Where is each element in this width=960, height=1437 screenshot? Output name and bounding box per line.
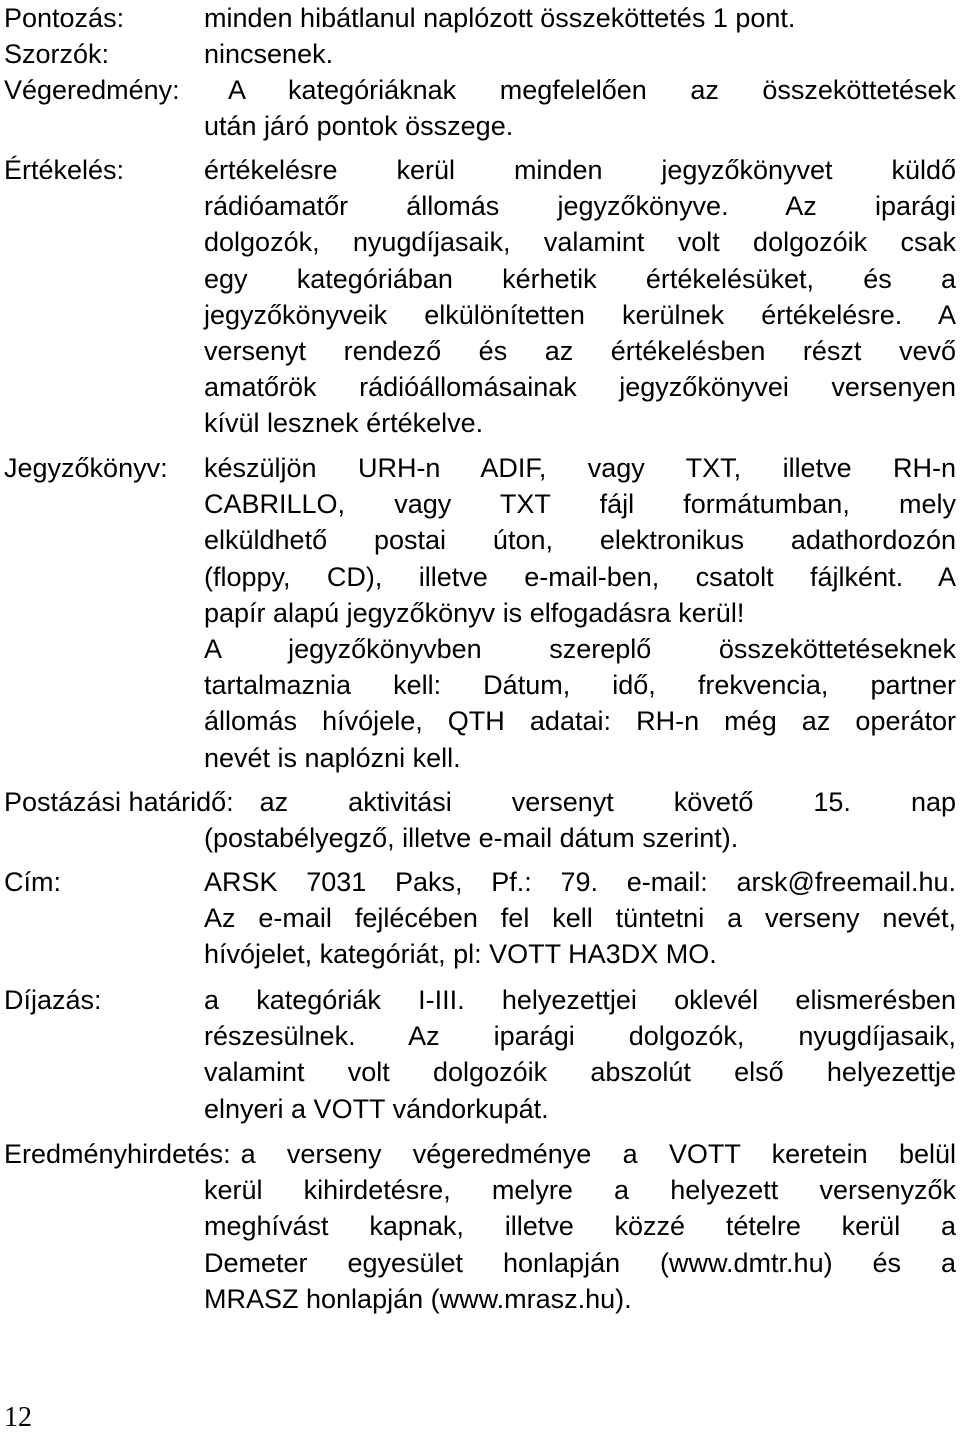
entry-line: Az e-mail fejlécében fel kell tüntetni a verseny nevét,	[204, 903, 956, 934]
entry-body	[204, 820, 956, 856]
entry-first-line	[4, 1136, 956, 1172]
entry-line: tartalmaznia kell: Dátum, idő, frekvencia, partner	[204, 670, 956, 701]
entry-line: nincsenek.	[204, 39, 334, 69]
entry-line: papír alapú jegyzőkönyv is elfogadásra kerül!	[204, 597, 745, 628]
entry-body	[204, 982, 956, 1127]
entry-line: amatőrök rádióállomásainak jegyzőkönyvei versenyen	[204, 372, 956, 403]
entry-pontozas	[4, 0, 956, 36]
entry-label: Díjazás:	[4, 985, 102, 1015]
entry-label: Eredményhirdetés:	[4, 1139, 231, 1169]
entry-body	[204, 0, 956, 36]
entry-label: Jegyzőkönyv:	[4, 453, 168, 483]
entry-line: A jegyzőkönyvben szereplő összeköttetéseknek	[204, 634, 956, 665]
entry-line: Demeter egyesület honlapján (www.dmtr.hu) és a	[204, 1247, 956, 1278]
entry-szorzok	[4, 36, 956, 72]
entry-line: hívójelet, kategóriát, pl: VOTT HA3DX MO.	[204, 939, 717, 970]
entry-line: állomás hívójele, QTH adatai: RH-n még az operátor	[204, 706, 956, 737]
entry-body	[204, 450, 956, 776]
entry-line: CABRILLO, vagy TXT fájl formátumban, mely	[204, 489, 956, 520]
entry-line: dolgozók, nyugdíjasaik, valamint volt dolgozóik csak	[204, 227, 956, 258]
entry-line: MRASZ honlapján (www.mrasz.hu).	[204, 1283, 632, 1314]
entry-body	[228, 72, 956, 108]
entry-line: elküldhető postai úton, elektronikus adathordozón	[204, 525, 956, 556]
entry-first-line	[4, 784, 956, 820]
entry-body	[204, 1172, 956, 1317]
entry-postazasi-hatarido	[4, 784, 956, 856]
entry-line: versenyt rendező és az értékelésben részt vevő	[204, 336, 956, 367]
entry-line: (floppy, CD), illetve e-mail-ben, csatolt fájlként. A	[204, 561, 956, 592]
entry-line: (postabélyegző, illetve e-mail dátum szerint).	[204, 823, 739, 854]
entry-dijazas	[4, 982, 956, 1127]
entry-label: Szorzók:	[4, 39, 110, 69]
entry-body	[204, 36, 956, 72]
entry-label: Végeredmény:	[4, 75, 180, 105]
entry-line: részesülnek. Az iparági dolgozók, nyugdíjasaik,	[204, 1021, 956, 1052]
entry-label: Cím:	[4, 867, 61, 897]
entry-line: egy kategóriában kérhetik értékelésüket, és a	[204, 263, 956, 294]
entry-eredmenyhirdetes	[4, 1136, 956, 1317]
entry-cim	[4, 864, 956, 973]
entry-line: jegyzőkönyveik elkülönítetten kerülnek értékelésre. A	[204, 299, 956, 330]
entry-vegeredmeny	[4, 72, 956, 144]
entry-ertekeles	[4, 152, 956, 442]
entry-label: Pontozás:	[4, 3, 125, 33]
entry-line: A kategóriáknak megfelelően az összeköttetések	[228, 75, 956, 105]
entry-jegyzokonyv	[4, 450, 956, 776]
entry-line: kívül lesznek értékelve.	[204, 408, 484, 439]
entry-line: a verseny végeredménye a VOTT keretein belül	[240, 1139, 956, 1169]
page-number: 12	[4, 1402, 32, 1433]
entry-line: ARSK 7031 Paks, Pf.: 79. e-mail: arsk@freemail.hu.	[204, 867, 956, 897]
entry-line: értékelésre kerül minden jegyzőkönyvet küldő	[204, 155, 956, 185]
entry-line: után járó pontok összege.	[204, 111, 514, 142]
entry-line: készüljön URH-n ADIF, vagy TXT, illetve RH-n	[204, 453, 956, 483]
entry-body-cont	[204, 108, 956, 144]
entry-label: Postázási határidő:	[4, 787, 234, 817]
entry-line: elnyeri a VOTT vándorkupát.	[204, 1093, 549, 1124]
entry-body	[204, 864, 956, 973]
entry-line: kerül kihirdetésre, melyre a helyezett versenyzők	[204, 1175, 956, 1206]
entry-line: nevét is naplózni kell.	[204, 742, 461, 773]
entry-label: Értékelés:	[4, 155, 125, 185]
entry-line: minden hibátlanul naplózott összeköttetés 1 pont.	[204, 3, 796, 33]
entry-line: meghívást kapnak, illetve közzé tételre kerül a	[204, 1211, 956, 1242]
entry-line: valamint volt dolgozóik abszolút első helyezettje	[204, 1057, 956, 1088]
entry-line: a kategóriák I-III. helyezettjei oklevél elismerésben	[204, 985, 956, 1015]
entry-line: rádióamatőr állomás jegyzőkönyve. Az iparági	[204, 191, 956, 222]
entry-line: az aktivitási versenyt követő 15. nap	[259, 787, 956, 817]
entry-body	[204, 152, 956, 442]
